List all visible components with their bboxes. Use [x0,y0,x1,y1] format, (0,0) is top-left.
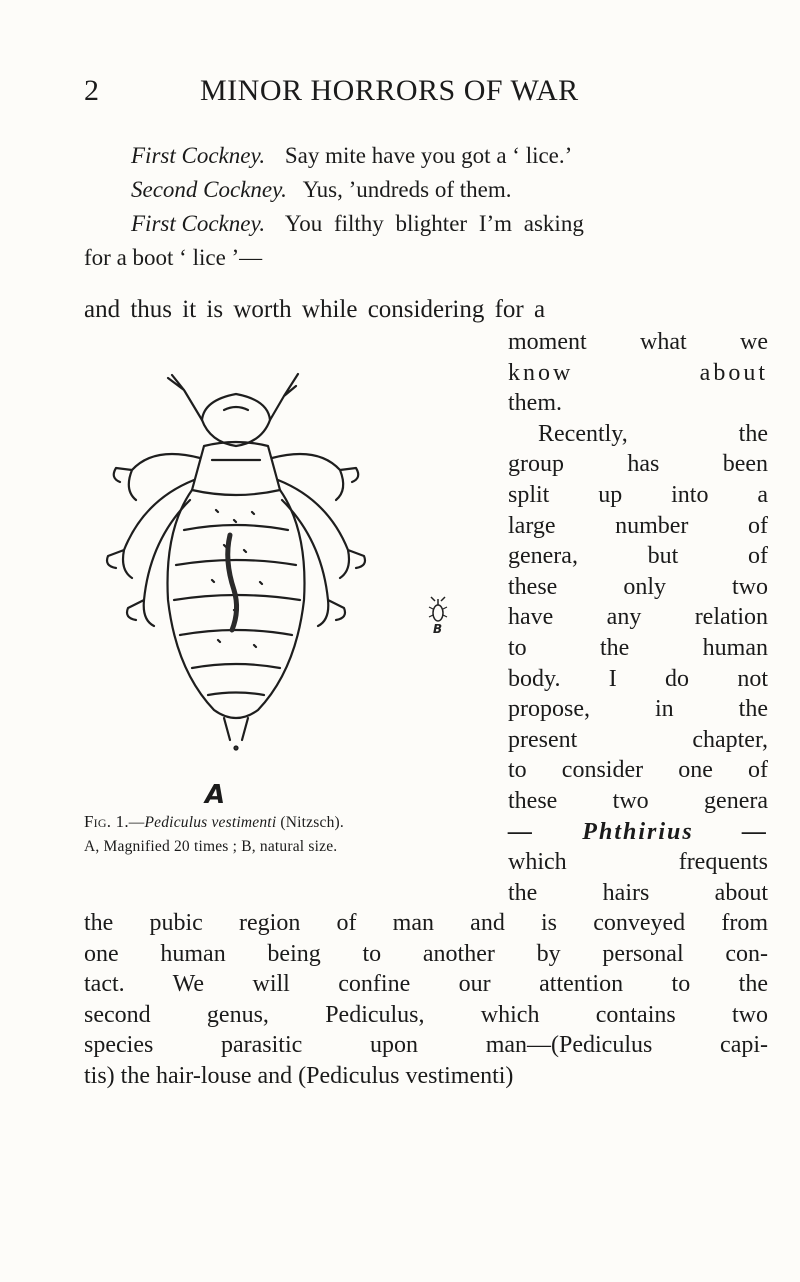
dialogue-continuation: for a boot ‘ lice ’— [84,245,263,270]
full-line: tis) the hair-louse and (Pediculus vestimenti) [84,1062,514,1089]
col-line-phthirius: — Phthirius — [508,818,768,845]
speaker: First Cockney. [131,143,266,168]
caption-fig-number: Fig. 1. [84,812,129,831]
dialogue-text: Yus, ’undreds of them. [302,177,512,202]
full-width-text [84,908,768,1092]
col-line: to consider one of [508,757,768,784]
full-line: one human being to another by personal con- [84,940,768,967]
col-line: which frequents [508,849,768,876]
svg-text:B: B [433,622,443,635]
full-line: the pubic region of man and is conveyed from [84,910,768,936]
col-line: them. [508,390,562,417]
col-line: propose, in the [508,696,768,723]
col-line: group has been [508,451,768,478]
page-number: 2 [84,74,100,107]
col-line: the hairs about [508,879,768,906]
col-line: to the human [508,634,768,661]
caption-species: Pediculus vestimenti [144,814,277,831]
dialogue-text: Say mite have you got a ‘ lice.’ [284,143,573,168]
dialogue-line-1 [131,140,800,172]
running-header [84,74,718,118]
dialogue-line-2 [131,174,800,206]
dialogue-text: You filthy blighter I’m asking [284,211,584,236]
figure-caption: Fig. 1.—Pediculus vestimenti (Nitzsch). A, Magnified 20 times ; B, natural size. [84,810,504,859]
speaker: First Cockney. [131,211,266,236]
wrapped-column [508,327,768,908]
col-line: these only two [508,573,768,600]
caption-author: (Nitzsch). [280,814,344,831]
col-line: split up into a [508,481,768,508]
speaker: Second Cockney. [131,177,287,202]
louse-illustration [84,350,500,770]
col-line: genera, but of [508,543,768,570]
col-line: Recently, the [538,420,768,447]
body-line-1: and thus it is worth while considering for a [84,296,546,323]
col-line: these two genera [508,787,768,814]
col-line: moment what we [508,329,768,355]
full-line: tact. We will confine our attention to the [84,971,768,998]
running-title: MINOR HORRORS OF WAR [200,74,579,107]
col-line: present chapter, [508,726,768,753]
col-line: have any relation [508,604,768,631]
dialogue-line-3 [131,208,771,240]
col-line: body. I do not [508,665,768,692]
full-line: species parasitic upon man—(Pediculus capi- [84,1032,768,1059]
figure-label-a: A [205,780,226,810]
caption-line-2: A, Magnified 20 times ; B, natural size. [84,838,338,855]
full-line-pediculus: second genus, Pediculus, which contains two [84,1001,768,1028]
col-line: know about [508,359,768,386]
natural-size-louse-icon [425,595,451,635]
col-line: large number of [508,512,768,539]
